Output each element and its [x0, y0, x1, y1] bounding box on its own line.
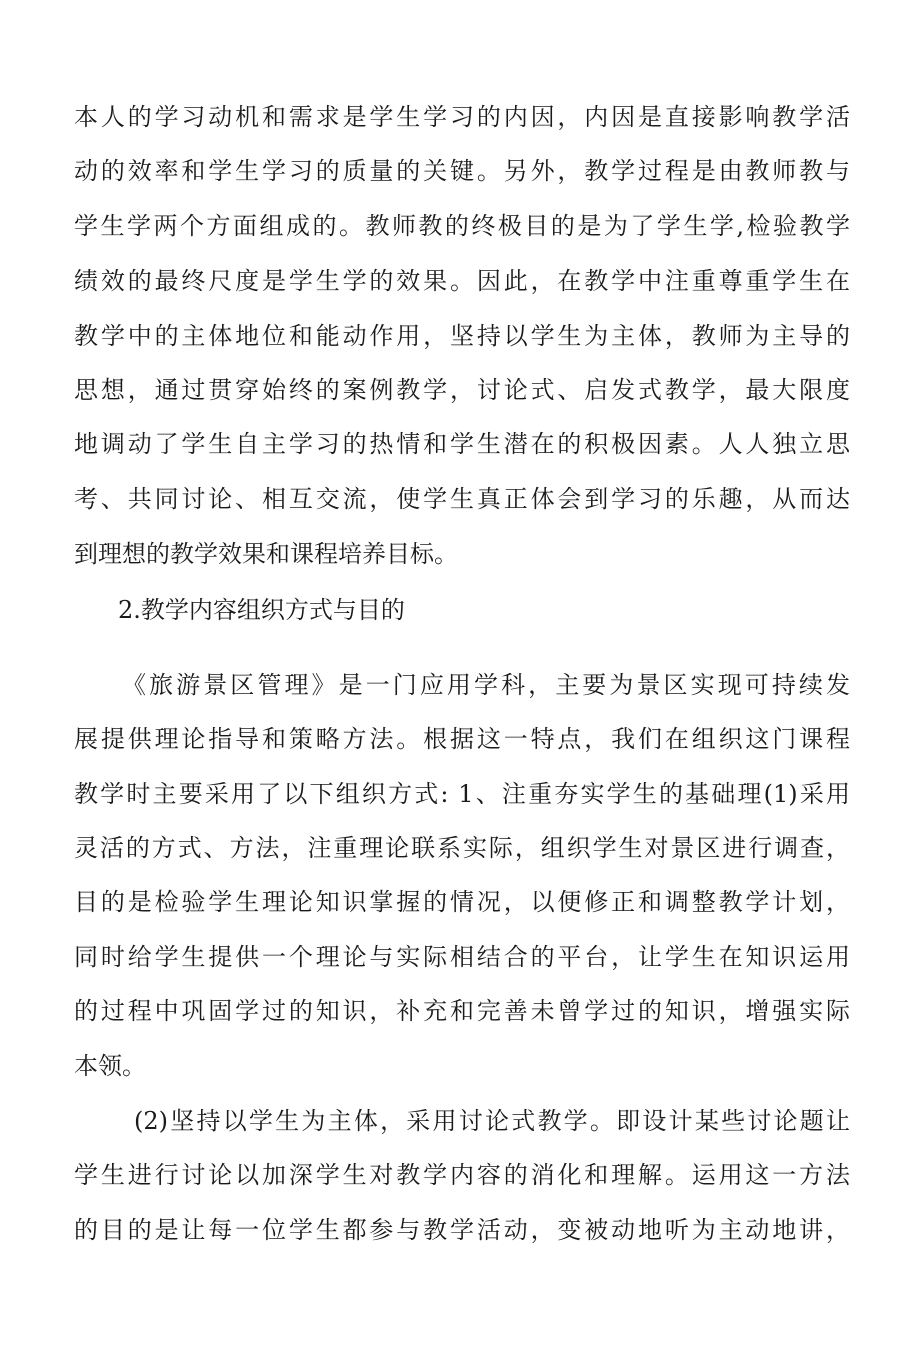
- paragraph-1-line-7: 地调动了学生自主学习的热情和学生潜在的积极因素。人人独立思: [74, 430, 850, 458]
- paragraph-3-line-3: 的目的是让每一位学生都参与教学活动，变被动地听为主动地讲，: [74, 1216, 850, 1244]
- paragraph-1-line-3: 学生学两个方面组成的。教师教的终极目的是为了学生学,检验教学: [74, 212, 850, 240]
- paragraph-2-line-1: 《旅游景区管理》是一门应用学科，主要为景区实现可持续发: [122, 671, 850, 699]
- paragraph-1-line-2: 动的效率和学生学习的质量的关键。另外，教学过程是由教师教与: [74, 157, 850, 185]
- paragraph-2-line-3: 教学时主要采用了以下组织方式: 1、注重夯实学生的基础理(1)采用: [74, 780, 850, 808]
- paragraph-2-line-4: 灵活的方式、方法，注重理论联系实际，组织学生对景区进行调查，: [74, 834, 850, 862]
- paragraph-3-line-1: (2)坚持以学生为主体，采用讨论式教学。即设计某些讨论题让: [134, 1107, 850, 1135]
- paragraph-2-line-7: 的过程中巩固学过的知识，补充和完善未曾学过的知识，增强实际: [74, 997, 850, 1025]
- paragraph-1-line-4: 绩效的最终尺度是学生学的效果。因此，在教学中注重尊重学生在: [74, 267, 850, 295]
- section-heading: 2.教学内容组织方式与目的: [118, 596, 405, 624]
- paragraph-2-line-8: 本领。: [74, 1052, 146, 1080]
- paragraph-2-line-2: 展提供理论指导和策略方法。根据这一特点，我们在组织这门课程: [74, 725, 850, 753]
- paragraph-3-line-2: 学生进行讨论以加深学生对教学内容的消化和理解。运用这一方法: [74, 1161, 850, 1189]
- paragraph-1-line-8: 考、共同讨论、相互交流，使学生真正体会到学习的乐趣，从而达: [74, 485, 850, 513]
- paragraph-1-line-6: 思想，通过贯穿始终的案例教学，讨论式、启发式教学，最大限度: [74, 376, 850, 404]
- paragraph-1-line-1: 本人的学习动机和需求是学生学习的内因，内因是直接影响教学活: [74, 103, 850, 131]
- paragraph-1-line-9: 到理想的教学效果和课程培养目标。: [74, 540, 458, 568]
- paragraph-1-line-5: 教学中的主体地位和能动作用，坚持以学生为主体，教师为主导的: [74, 322, 850, 350]
- paragraph-2-line-6: 同时给学生提供一个理论与实际相结合的平台，让学生在知识运用: [74, 943, 850, 971]
- paragraph-2-line-5: 目的是检验学生理论知识掌握的情况，以便修正和调整教学计划，: [74, 888, 850, 916]
